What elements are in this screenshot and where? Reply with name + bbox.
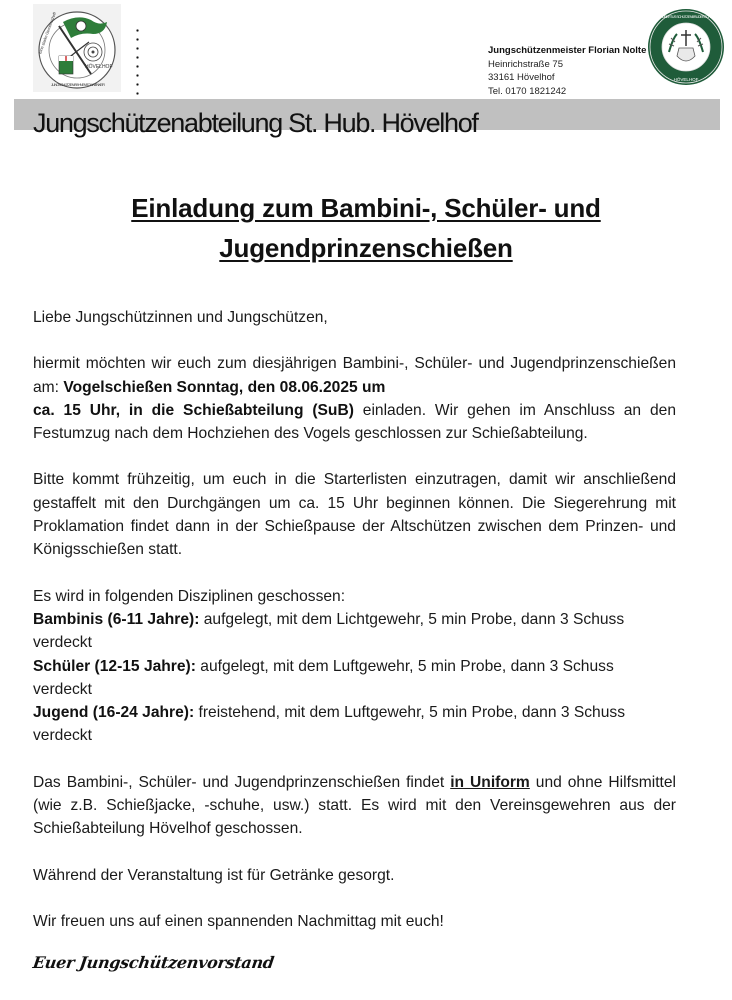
disciplines-intro: Es wird in folgenden Disziplinen geschossen: bbox=[33, 587, 346, 605]
uniform-text-a: Das Bambini-, Schüler- und Jugendprinzenschießen findet bbox=[33, 773, 451, 791]
document-title-line1: Einladung zum Bambini-, Schüler- und bbox=[131, 193, 601, 223]
logo-text-bottom: JUNGSCHÜTZEN / FAHNENSCHWENKER bbox=[51, 82, 105, 87]
letter-body bbox=[33, 306, 676, 933]
paragraph-schedule: Bitte kommt frühzeitig, um euch in die Starterlisten einzutragen, damit wir anschließend gestaffelt mit den Durchgängen um ca. 15 Uhr beginnen können. Die Siegerehrung mit Proklamation findet dann in der Schießpause der Altschützen zwischen dem Prinzen- und Königsschießen statt. bbox=[33, 471, 676, 559]
paragraph-uniform bbox=[33, 771, 676, 841]
paragraph-drinks: Während der Veranstaltung ist für Getränke gesorgt. bbox=[33, 866, 395, 884]
contact-city: 33161 Hövelhof bbox=[488, 72, 555, 83]
contact-name: Jungschützenmeister Florian Nolte bbox=[488, 45, 647, 56]
dotted-divider bbox=[136, 26, 139, 96]
discipline-group: Jugend (16-24 Jahre): bbox=[33, 704, 195, 722]
greeting: Liebe Jungschützinnen und Jungschützen, bbox=[33, 309, 328, 326]
signature: Euer Jungschützenvorstand bbox=[31, 953, 276, 972]
discipline-item bbox=[33, 655, 676, 702]
discipline-text: freistehend, mit dem Luftgewehr, 5 min Probe, dann 3 Schuss verdeckt bbox=[33, 704, 625, 745]
invitation-location: ca. 15 Uhr, in die Schießabteilung (SuB) bbox=[33, 401, 354, 419]
invitation-text-a: hiermit möchten wir euch zum diesjährigen Bambini-, Schüler- und Jugendprinzenschießen am: bbox=[33, 355, 676, 396]
paragraph-closing: Wir freuen uns auf einen spannenden Nachmittag mit euch! bbox=[33, 912, 444, 930]
seal-text-bottom: HÖVELHOF bbox=[673, 77, 699, 82]
contact-block bbox=[488, 44, 646, 98]
invitation-date: Vogelschießen Sonntag, den 08.06.2025 um bbox=[63, 378, 386, 396]
discipline-item bbox=[33, 608, 676, 655]
uniform-text-b: und ohne Hilfsmittel (wie z.B. Schießjacke, -schuhe, usw.) statt. Es wird mit den Vereinsgewehren aus der Schießabteilung Hövelhof geschossen. bbox=[33, 773, 676, 838]
uniform-emphasis: in Uniform bbox=[450, 773, 530, 791]
brotherhood-seal bbox=[647, 8, 725, 86]
organization-title: Jungschützenabteilung St. Hub. Hövelhof bbox=[33, 108, 478, 138]
logo-text-side: Eine starke Gemeinschaft bbox=[37, 11, 57, 55]
club-logo bbox=[33, 4, 121, 92]
seal-text-top: ST. HUBERTUS SCHÜTZENBRUDERSCHAFT bbox=[656, 15, 716, 19]
discipline-item bbox=[33, 701, 676, 748]
discipline-text: aufgelegt, mit dem Luftgewehr, 5 min Probe, dann 3 Schuss verdeckt bbox=[33, 657, 614, 698]
document-title bbox=[0, 188, 732, 268]
contact-street: Heinrichstraße 75 bbox=[488, 58, 563, 70]
discipline-text: aufgelegt, mit dem Lichtgewehr, 5 min Probe, dann 3 Schuss verdeckt bbox=[33, 610, 625, 652]
discipline-group: Bambinis (6-11 Jahre): bbox=[33, 610, 200, 628]
discipline-group: Schüler (12-15 Jahre): bbox=[33, 657, 196, 675]
paragraph-invitation bbox=[33, 352, 676, 445]
invitation-text-b: einladen. Wir gehen im Anschluss an den Festumzug nach dem Hochziehen des Vogels geschlossen zur Schießabteilung. bbox=[33, 401, 676, 443]
document-title-line2: Jugendprinzenschießen bbox=[219, 233, 513, 263]
contact-phone: Tel. 0170 1821242 bbox=[488, 85, 567, 97]
logo-text-hoevelhof: HÖVELHOF bbox=[85, 64, 113, 70]
